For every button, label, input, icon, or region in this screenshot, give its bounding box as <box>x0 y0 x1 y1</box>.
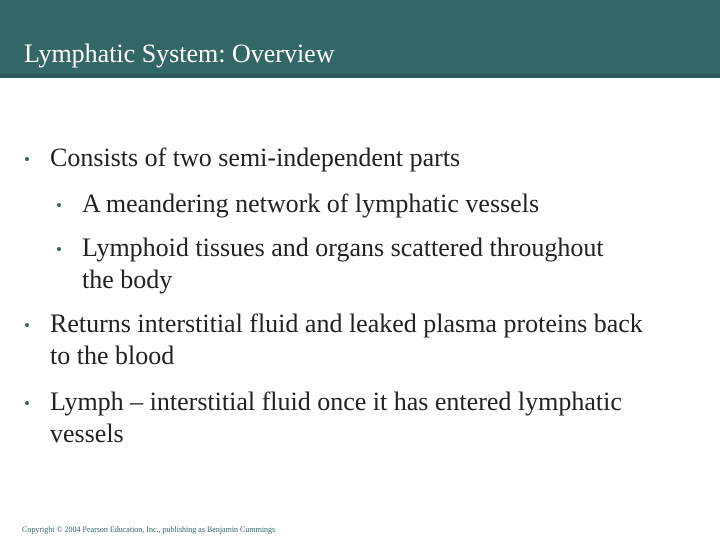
slide-title: Lymphatic System: Overview <box>24 39 335 68</box>
bullet-text: Lymph – interstitial fluid once it has entered lymphatic vessels <box>50 387 622 448</box>
bullet-marker: • <box>56 240 62 259</box>
bullet-text: Returns interstitial fluid and leaked plasma proteins back to the blood <box>50 309 643 370</box>
copyright-footer: Copyright © 2004 Pearson Education, Inc., publishing as Benjamin Cummings <box>22 525 276 534</box>
sub-bullet-item <box>56 232 616 296</box>
bullet-item <box>24 308 644 372</box>
bullet-marker: • <box>56 196 62 215</box>
bullet-text: Lymphoid tissues and organs scattered throughout the body <box>82 233 604 294</box>
bullet-text: Consists of two semi-independent parts <box>50 143 461 172</box>
bullet-text: A meandering network of lymphatic vessels <box>82 189 540 218</box>
bullet-marker: • <box>24 150 30 169</box>
bullet-item <box>24 142 664 174</box>
sub-bullet-item <box>56 188 676 220</box>
bullet-marker: • <box>24 394 30 413</box>
bullet-marker: • <box>24 316 30 335</box>
bullet-item <box>24 386 664 450</box>
